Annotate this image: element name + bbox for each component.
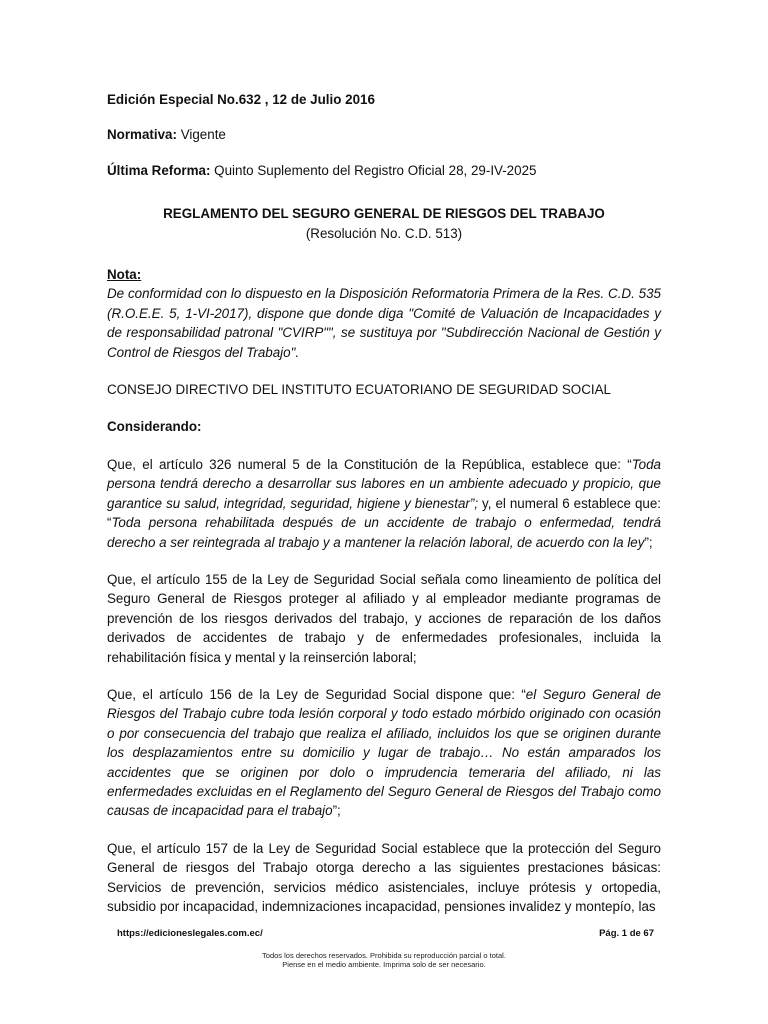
council-heading: CONSEJO DIRECTIVO DEL INSTITUTO ECUATORIANO DE SEGURIDAD SOCIAL bbox=[107, 382, 611, 398]
p3-text-c: ”; bbox=[332, 803, 341, 819]
p3-quote: el Seguro General de Riesgos del Trabajo cubre toda lesión corporal y todo estado mórbido originado con ocasión o por consecuencia del trabajo que realiza el afiliado, incluidos los que se originen durante los desplazamientos entre su domicilio y lugar de trabajo… No están amparados los accidentes que se originen por dolo o imprudencia temeraria del afiliado, ni las enfermedades excluidas en el Reglamento del Seguro General de Riesgos del Trabajo como causas de incapacidad para el trabajo bbox=[107, 686, 661, 819]
note-text: De conformidad con lo dispuesto en la Disposición Reformatoria Primera de la Res. C.D. 535 (R.O.E.E. 5, 1-VI-2017), dispone que donde diga "Comité de Valuación de Incapacidades y de responsabilidad patronal "CVIRP"", se sustituya por "Subdirección Nacional de Gestión y Control de Riesgos del Trabajo". bbox=[107, 286, 661, 360]
footer-rights-notice bbox=[0, 951, 768, 969]
document-title: REGLAMENTO DEL SEGURO GENERAL DE RIESGOS DEL TRABAJO bbox=[163, 206, 605, 222]
paragraph-article-156 bbox=[107, 685, 661, 821]
document-title-block bbox=[107, 204, 661, 243]
reforma-value: Quinto Suplemento del Registro Oficial 28, 29-IV-2025 bbox=[214, 162, 537, 178]
normativa-line bbox=[107, 125, 661, 144]
reforma-label: Última Reforma: bbox=[107, 162, 211, 178]
paragraph-article-326 bbox=[107, 455, 661, 552]
page-footer bbox=[117, 928, 654, 939]
p1-quote-a: Toda persona tendrá derecho a desarrollar sus labores en un ambiente adecuado y propicio, que garantice su salud, integridad, seguridad, higiene y bienestar”; bbox=[107, 456, 661, 511]
normativa-value: Vigente bbox=[180, 127, 226, 143]
p1-text-c: y, el numeral 6 establece que: “ bbox=[107, 495, 662, 531]
p1-text-a: Que, el artículo 326 numeral 5 de la Constitución de la República, establece que: “ bbox=[107, 456, 632, 472]
note-label: Nota: bbox=[107, 267, 142, 283]
reforma-line bbox=[107, 161, 661, 180]
normativa-label: Normativa: bbox=[107, 127, 177, 143]
p1-text-e: ”; bbox=[644, 534, 653, 550]
rights-line-1: Todos los derechos reservados. Prohibida su reproducción parcial o total. bbox=[262, 951, 506, 960]
considerando-heading: Considerando: bbox=[107, 419, 202, 435]
document-subtitle: (Resolución No. C.D. 513) bbox=[305, 225, 463, 241]
paragraph-article-157: Que, el artículo 157 de la Ley de Seguridad Social establece que la protección del Seguro General de riesgos del Trabajo otorga derecho a las siguientes prestaciones básicas: Servicios de prevención, servicios médico asistenciales, incluye prótesis y ortopedia, subsidio por incapacidad, indemnizaciones incapacidad, pensiones invalidez y montepío, las bbox=[107, 840, 661, 914]
rights-line-2: Piense en el medio ambiente. Imprima solo de ser necesario. bbox=[282, 960, 486, 969]
paragraph-article-155: Que, el artículo 155 de la Ley de Seguridad Social señala como lineamiento de política del Seguro General de Riesgos proteger al afiliado y al empleador mediante programas de prevención de los riesgos derivados del trabajo, y acciones de reparación de los daños derivados de accidentes de trabajo y de enfermedades profesionales, incluida la rehabilitación física y mental y la reinserción laboral; bbox=[107, 571, 661, 665]
p3-text-a: Que, el artículo 156 de la Ley de Seguridad Social dispone que: “ bbox=[107, 686, 526, 702]
footer-url-link[interactable]: https://edicioneslegales.com.ec/ bbox=[117, 928, 263, 939]
footer-page-number: Pág. 1 de 67 bbox=[599, 928, 654, 939]
document-page bbox=[107, 90, 661, 934]
p1-quote-b: Toda persona rehabilitada después de un accidente de trabajo o enfermedad, tendrá derecho a ser reintegrada al trabajo y a mantener la relación laboral, de acuerdo con la ley bbox=[107, 515, 661, 550]
edition-text: Edición Especial No.632 , 12 de Julio 2016 bbox=[107, 92, 375, 107]
edition-line bbox=[107, 90, 661, 109]
